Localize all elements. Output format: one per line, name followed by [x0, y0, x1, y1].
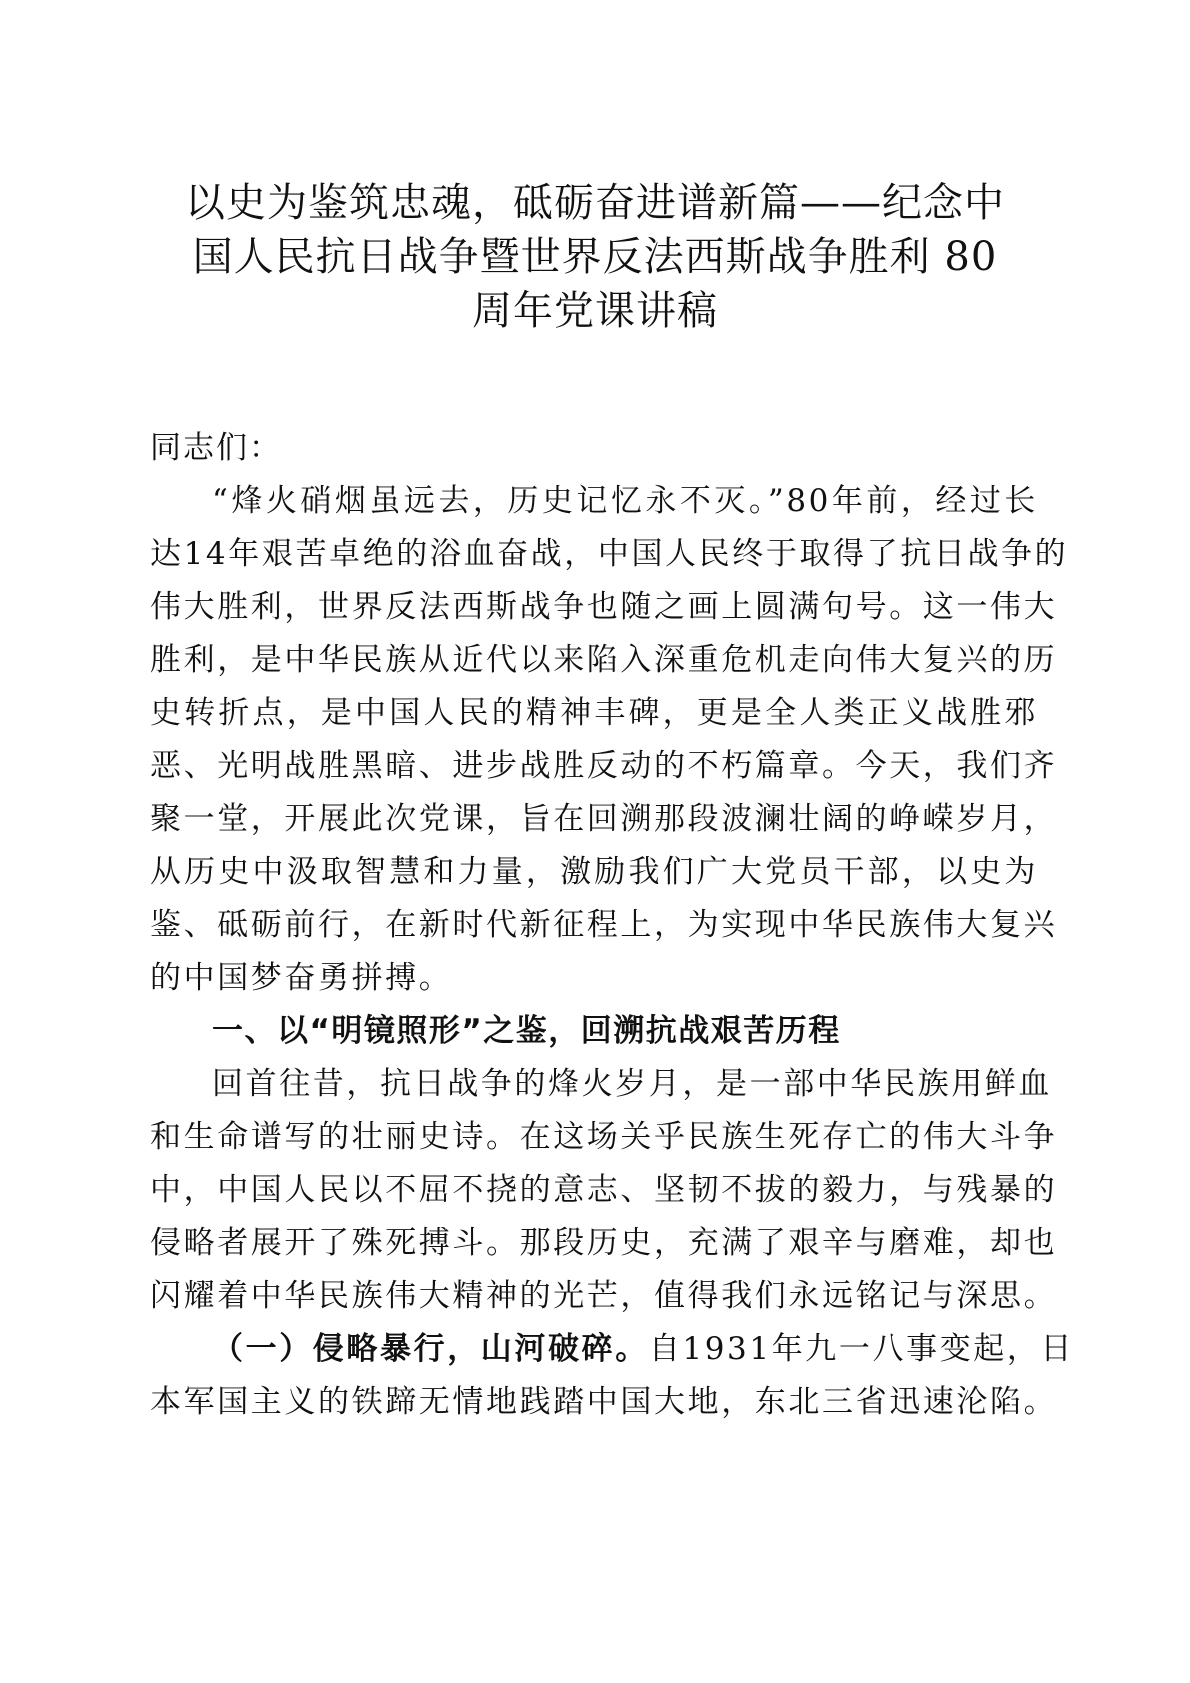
paragraph-line: 侵略者展开了殊死搏斗。那段历史，充满了艰辛与磨难，却也	[150, 1225, 1058, 1261]
intro-paragraph	[150, 475, 1069, 1005]
document-body	[150, 422, 1075, 1429]
paragraph-line: “烽火硝烟虽远去，历史记忆永不灭。”80年前，经过长	[212, 483, 1038, 519]
paragraph-line: 恶、光明战胜黑暗、进步战胜反动的不朽篇章。今天，我们齐	[150, 748, 1058, 784]
title-line: 周年党课讲稿	[472, 288, 718, 334]
section1-paragraph	[150, 1058, 1058, 1323]
subsection-text: 自1931年九一八事变起，日	[648, 1331, 1075, 1367]
paragraph-line: 闪耀着中华民族伟大精神的光芒，值得我们永远铭记与深思。	[150, 1278, 1058, 1314]
subsection1-paragraph	[150, 1323, 1075, 1429]
salutation: 同志们：	[150, 430, 282, 466]
paragraph-line: 本军国主义的铁蹄无情地践踏中国大地，东北三省迅速沦陷。	[150, 1384, 1058, 1420]
paragraph-line: 聚一堂，开展此次党课，旨在回溯那段波澜壮阔的峥嵘岁月，	[150, 801, 1058, 837]
paragraph-line: 胜利，是中华民族从近代以来陷入深重危机走向伟大复兴的历	[150, 642, 1058, 678]
paragraph-line	[150, 1323, 1075, 1376]
section-heading: 一、以“明镜照形”之鉴，回溯抗战艰苦历程	[212, 1013, 841, 1049]
subsection-label: （一）侵略暴行，山河破碎。	[212, 1331, 649, 1367]
paragraph-line: 史转折点，是中国人民的精神丰碑，更是全人类正义战胜邪	[150, 695, 1038, 731]
paragraph-line: 伟大胜利，世界反法西斯战争也随之画上圆满句号。这一伟大	[150, 589, 1058, 625]
paragraph-line: 回首往昔，抗日战争的烽火岁月，是一部中华民族用鲜血	[212, 1066, 1052, 1102]
document-title	[140, 176, 1050, 338]
paragraph-line: 从历史中汲取智慧和力量，激励我们广大党员干部，以史为	[150, 854, 1038, 890]
title-line: 国人民抗日战争暨世界反法西斯战争胜利 80	[192, 234, 998, 280]
paragraph-line: 和生命谱写的壮丽史诗。在这场关乎民族生死存亡的伟大斗争	[150, 1119, 1058, 1155]
title-line: 以史为鉴筑忠魂，砥砺奋进谱新篇——纪念中	[185, 180, 1005, 226]
paragraph-line: 鉴、砥砺前行，在新时代新征程上，为实现中华民族伟大复兴	[150, 907, 1058, 943]
paragraph-line: 中，中国人民以不屈不挠的意志、坚韧不拔的毅力，与残暴的	[150, 1172, 1058, 1208]
paragraph-line: 达14年艰苦卓绝的浴血奋战，中国人民终于取得了抗日战争的	[150, 536, 1069, 572]
paragraph-line: 的中国梦奋勇拼搏。	[150, 960, 453, 996]
